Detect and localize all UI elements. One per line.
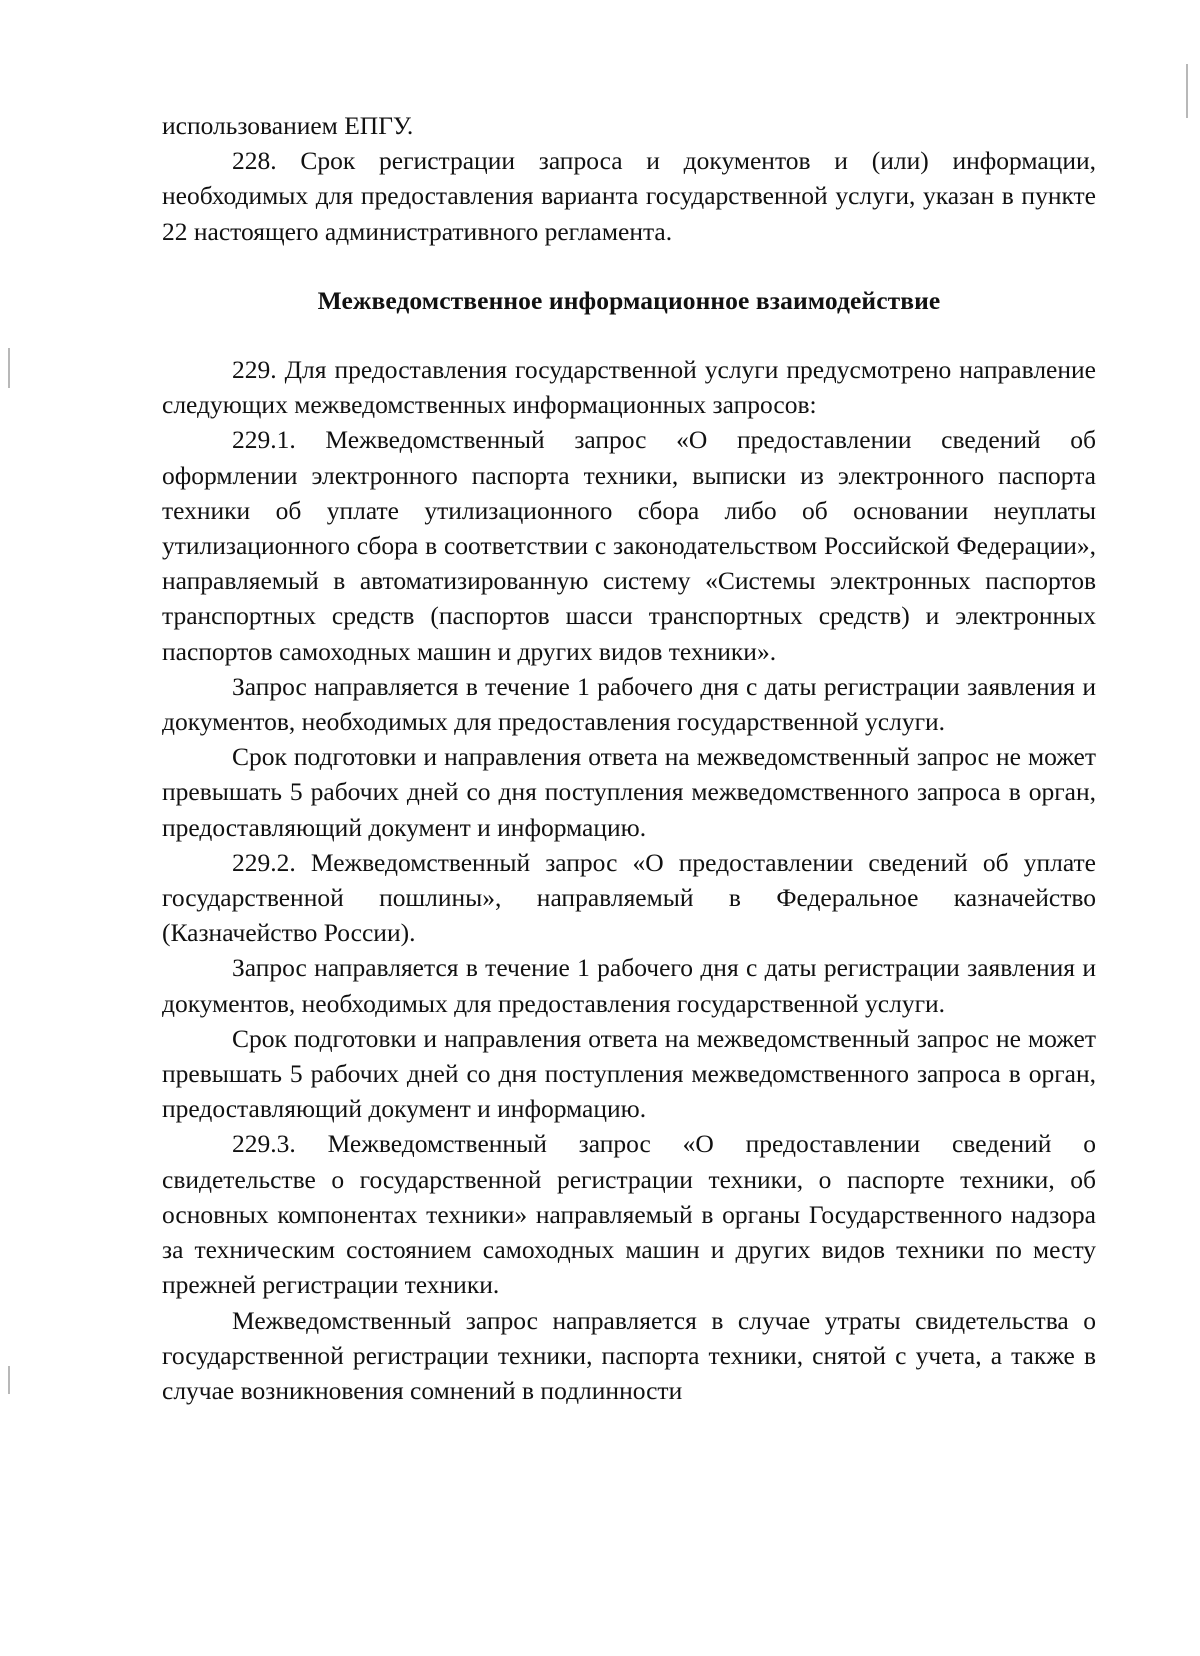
paragraph-228: 228. Срок регистрации запроса и документов и (или) информации, необходимых для предоставления варианта государственной услуги, указан в пункте 22 настоящего административного регламента. (162, 146, 1096, 246)
paragraph-229-2: 229.2. Межведомственный запрос «О предоставлении сведений об уплате государственной пошлины», направляемый в Федеральное казначейство (Казначейство России). (162, 847, 1096, 948)
scan-edge-mark (1186, 64, 1188, 118)
paragraph-continuation: использованием ЕПГУ. (162, 111, 414, 140)
paragraph-loss-case: Межведомственный запрос направляется в случае утраты свидетельства о государственной регистрации техники, паспорта техники, снятой с учета, а также в случае возникновения сомнений в подлинности (162, 1305, 1096, 1405)
scan-edge-mark (8, 1366, 10, 1394)
paragraph-229: 229. Для предоставления государственной услуги предусмотрено направление следующих межведомственных информационных запросов: (162, 355, 1096, 420)
paragraph-request-timing: Запрос направляется в течение 1 рабочего дня с даты регистрации заявления и документов, необходимых для предоставления государственной услуги. (162, 953, 1096, 1018)
paragraph-response-deadline: Срок подготовки и направления ответа на межведомственный запрос не может превышать 5 рабочих дней со дня поступления межведомственного запроса в орган, предоставляющий документ и информацию. (162, 742, 1096, 842)
paragraph-response-deadline: Срок подготовки и направления ответа на межведомственный запрос не может превышать 5 рабочих дней со дня поступления межведомственного запроса в орган, предоставляющий документ и информацию. (162, 1023, 1096, 1124)
paragraph-229-3: 229.3. Межведомственный запрос «О предоставлении сведений о свидетельстве о государственной регистрации техники, о паспорте техники, об основных компонентах техники» направляемый в органы Государственного надзора за техническим состоянием самоходных машин и других видов техники по месту прежней регистрации техники. (162, 1129, 1096, 1300)
paragraph-request-timing: Запрос направляется в течение 1 рабочего дня с даты регистрации заявления и документов, необходимых для предоставления государственной услуги. (162, 671, 1096, 737)
section-heading: Межведомственное информационное взаимодействие (317, 285, 941, 315)
document-body (162, 108, 1096, 1408)
paragraph-229-1: 229.1. Межведомственный запрос «О предоставлении сведений об оформлении электронного паспорта техники, выписки из электронного паспорта техники об уплате утилизационного сбора либо об основании неуплаты утилизационного сбора в соответствии с законодательством Российской Федерации», направляемый в автоматизированную систему «Системы электронных паспортов транспортных средств (паспортов шасси транспортных средств) и электронных паспортов самоходных машин и других видов техники». (162, 425, 1096, 666)
scan-edge-mark (8, 348, 10, 388)
